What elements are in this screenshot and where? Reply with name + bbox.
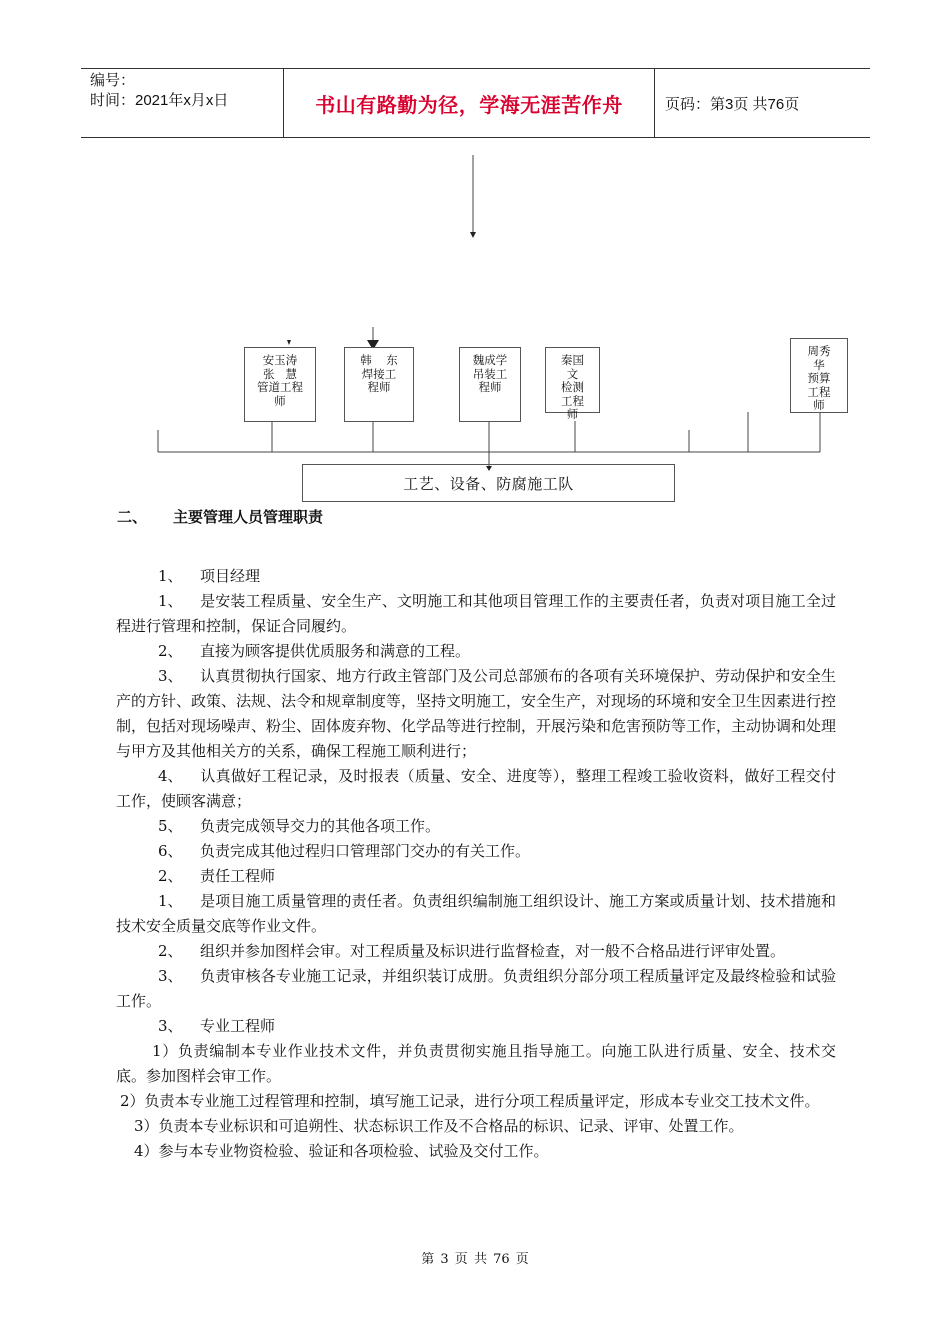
section-number: 二、	[117, 508, 148, 526]
org-box-welding-engineer: 韩 东 焊接工 程师	[344, 347, 414, 422]
section-heading	[117, 506, 323, 527]
top-arrow-head	[470, 232, 476, 238]
org-box-lifting-engineer: 魏成学 吊装工 程师	[459, 347, 521, 422]
list-item: 3）负责本专业标识和可追朔性、状态标识工作及不合格品的标识、记录、评审、处置工作。	[134, 1117, 744, 1135]
list-item: 2、 组织并参加图样会审。对工程质量及标识进行监督检查，对一般不合格品进行评审处置。	[158, 942, 786, 960]
footer-page-number: 3	[440, 1252, 449, 1267]
org-box-inspection-engineer: 秦国 文 检测 工程 师	[545, 347, 600, 413]
box1-arrow-head	[287, 340, 291, 345]
header-page-label: 页码：第3页 共76页	[665, 96, 800, 113]
list-item: 3、 专业工程师	[158, 1017, 276, 1035]
list-item: 1、 是项目施工质量管理的责任者。负责组织编制施工组织设计、施工方案或质量计划、技术措施和技术安全质量交底等作业文件。	[116, 892, 836, 935]
org-box-pipe-engineer: 安玉涛 张 慧 管道工程 师	[244, 347, 316, 422]
list-item: 3、 认真贯彻执行国家、地方行政主管部门及公司总部颁布的各项有关环境保护、劳动保护和安全生产的方针、政策、法规、法令和规章制度等，坚持文明施工，安全生产，对现场的环境和安全卫生因素进行控制，包括对现场噪声、粉尘、固体废弃物、化学品等进行控制，开展污染和危害预防等工作，主动协调和处理与甲方及其他相关方的关系，确保工程施工顺利进行；	[116, 667, 837, 760]
list-item: 2）负责本专业施工过程管理和控制，填写施工记录，进行分项工程质量评定，形成本专业交工技术文件。	[120, 1092, 820, 1110]
page-footer: 第 3 页 共 76 页	[421, 1252, 529, 1267]
footer-total-pages: 76	[493, 1252, 510, 1267]
section-title: 主要管理人员管理职责	[173, 508, 324, 526]
list-item: 2、 责任工程师	[158, 867, 276, 885]
header-motto: 书山有路勤为径，学海无涯苦作舟	[284, 69, 655, 137]
org-box-construction-team: 工艺、设备、防腐施工队	[302, 464, 675, 502]
doc-number-label: 编号：	[90, 72, 136, 89]
list-item: 6、 负责完成其他过程归口管理部门交办的有关工作。	[158, 842, 531, 860]
list-item: 4、 认真做好工程记录，及时报表（质量、安全、进度等），整理工程竣工验收资料，做好工程交付工作，使顾客满意；	[116, 767, 836, 810]
list-item: 5、 负责完成领导交力的其他各项工作。	[158, 817, 441, 835]
list-item: 1、 项目经理	[158, 567, 261, 585]
list-item: 1、 是安装工程质量、安全生产、文明施工和其他项目管理工作的主要责任者，负责对项目施工全过程进行管理和控制，保证合同履约。	[116, 592, 836, 635]
duties-list	[116, 564, 836, 1164]
list-item: 1）负责编制本专业作业技术文件，并负责贯彻实施且指导施工。向施工队进行质量、安全、技术交底。参加图样会审工作。	[116, 1042, 836, 1085]
list-item: 3、 负责审核各专业施工记录，并组织装订成册。负责组织分部分项工程质量评定及最终检验和试验工作。	[116, 967, 836, 1010]
list-item: 4）参与本专业物资检验、验证和各项检验、试验及交付工作。	[134, 1142, 549, 1160]
org-chart-lines	[0, 0, 950, 520]
list-item: 2、 直接为顾客提供优质服务和满意的工程。	[158, 642, 471, 660]
org-box-budget-engineer: 周秀 华 预算 工程 师	[790, 338, 848, 413]
doc-time-label: 时间：2021年x月x日	[90, 92, 229, 109]
